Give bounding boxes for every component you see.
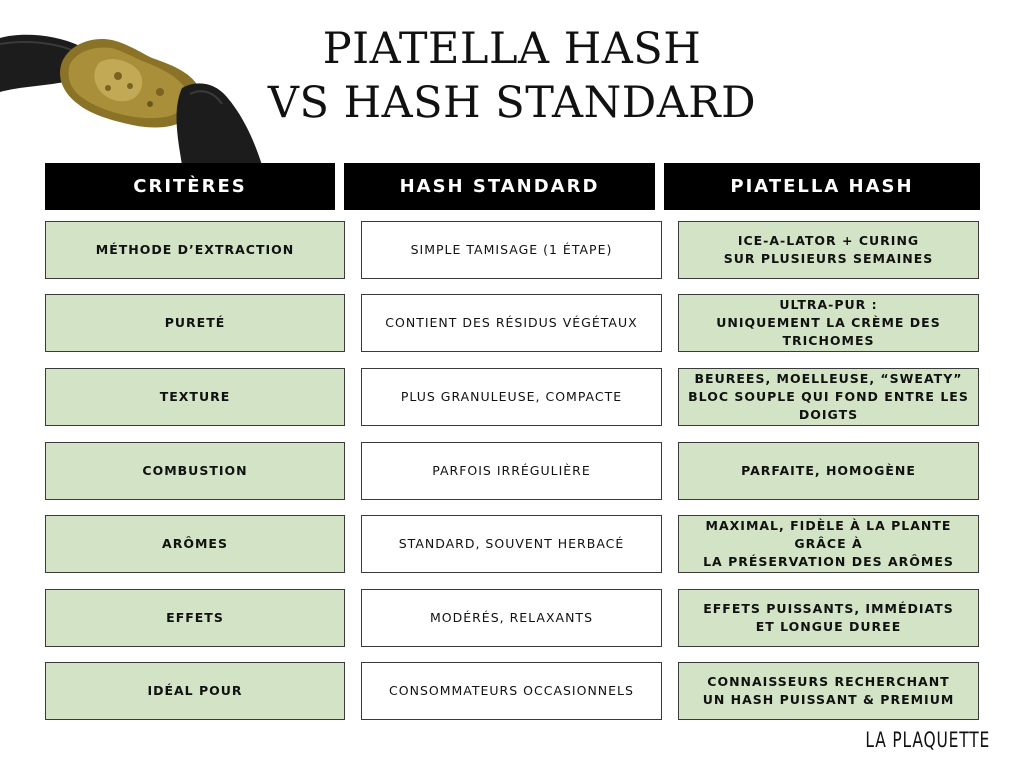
criterion-cell: IDÉAL POUR (45, 662, 345, 720)
hash-standard-cell: CONTIENT DES RÉSIDUS VÉGÉTAUX (361, 294, 662, 352)
criterion-cell: PURETÉ (45, 294, 345, 352)
piatella-hash-cell: PARFAITE, HOMOGÈNE (678, 442, 979, 500)
criterion-cell: COMBUSTION (45, 442, 345, 500)
piatella-hash-cell: CONNAISSEURS RECHERCHANT UN HASH PUISSANT & PREMIUM (678, 662, 979, 720)
piatella-hash-cell: ULTRA-PUR : UNIQUEMENT LA CRÈME DES TRICHOMES (678, 294, 979, 352)
header-hash-standard: HASH STANDARD (344, 163, 655, 210)
criterion-cell: ARÔMES (45, 515, 345, 573)
page-title-line-2: VS HASH STANDARD (267, 78, 757, 128)
brand-name: LA PLAQUETTE (865, 728, 990, 752)
hash-standard-cell: STANDARD, SOUVENT HERBACÉ (361, 515, 662, 573)
criterion-cell: TEXTURE (45, 368, 345, 426)
criterion-cell: EFFETS (45, 589, 345, 647)
piatella-hash-cell: ICE-A-LATOR + CURING SUR PLUSIEURS SEMAINES (678, 221, 979, 279)
piatella-hash-cell: EFFETS PUISSANTS, IMMÉDIATS ET LONGUE DUREE (678, 589, 979, 647)
piatella-hash-cell: BEUREES, MOELLEUSE, “SWEATY” BLOC SOUPLE QUI FOND ENTRE LES DOIGTS (678, 368, 979, 426)
hash-standard-cell: MODÉRÉS, RELAXANTS (361, 589, 662, 647)
page-title-line-1: PIATELLA HASH (322, 24, 702, 74)
hash-standard-cell: CONSOMMATEURS OCCASIONNELS (361, 662, 662, 720)
hash-standard-cell: PLUS GRANULEUSE, COMPACTE (361, 368, 662, 426)
criterion-cell: MÉTHODE D’EXTRACTION (45, 221, 345, 279)
piatella-hash-cell: MAXIMAL, FIDÈLE À LA PLANTE GRÂCE À LA PRÉSERVATION DES ARÔMES (678, 515, 979, 573)
header-criteria: CRITÈRES (45, 163, 335, 210)
header-piatella-hash: PIATELLA HASH (664, 163, 980, 210)
hash-standard-cell: SIMPLE TAMISAGE (1 ÉTAPE) (361, 221, 662, 279)
hash-standard-cell: PARFOIS IRRÉGULIÈRE (361, 442, 662, 500)
